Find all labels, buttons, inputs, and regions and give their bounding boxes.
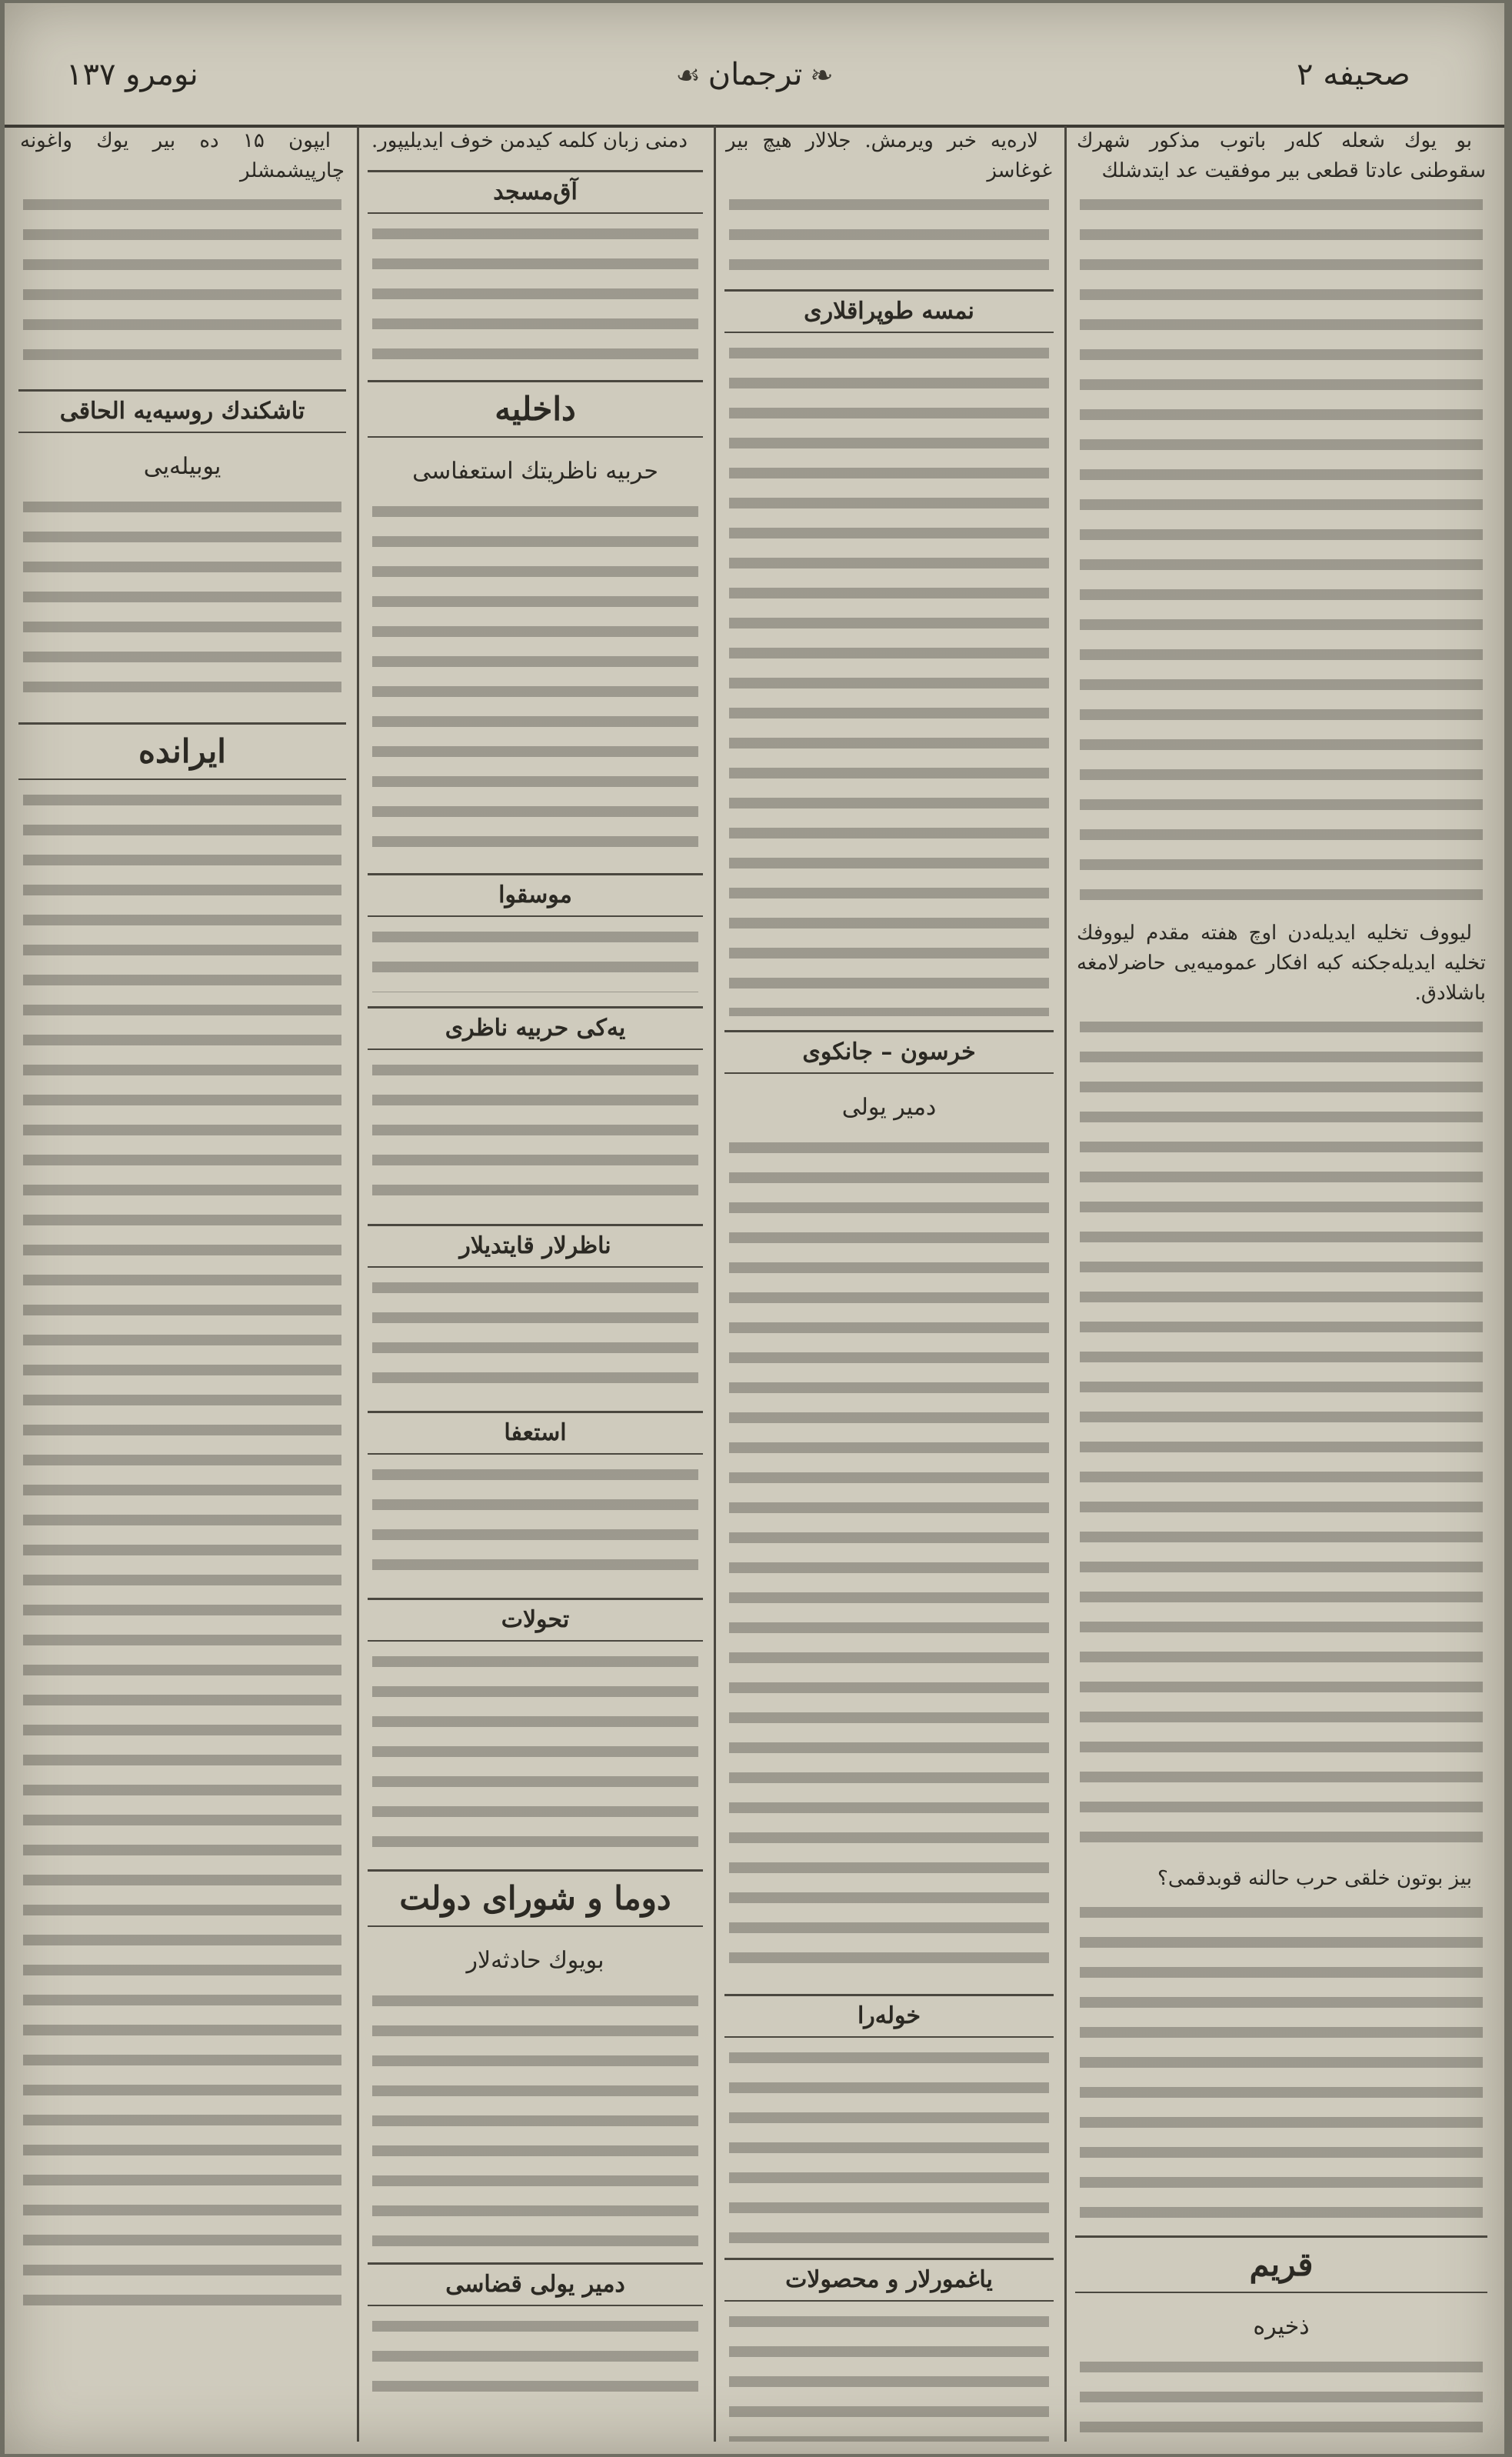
column-lead: بو یوك شعله کله‌ر باتوب مذکور شهرك سقوطنی عادتا قطعی بیر موفقیت عد ایتدشلك	[1077, 129, 1486, 182]
section-subheading: یوبیله‌یی	[143, 453, 221, 480]
section-heading: یه‌کی حربیه ناظری	[368, 1006, 703, 1050]
section-heading: دمیر یولی قضاسی	[368, 2262, 703, 2306]
column-3	[361, 126, 709, 2442]
column-1	[1069, 126, 1494, 2442]
section-heading: آق‌مسجد	[368, 170, 703, 214]
section-heading: خرسون – جانکوی	[724, 1030, 1054, 1074]
text-block	[729, 191, 1049, 275]
newspaper-title	[604, 57, 904, 92]
text-block	[372, 2312, 698, 2405]
newspaper-page	[5, 3, 1504, 2454]
text-block	[372, 1987, 698, 2249]
section-heading: تحولات	[368, 1598, 703, 1642]
column-lead: لاره‌یه خبر ویرمش. جلالار هیچ بیر غوغاسز	[726, 129, 1052, 182]
column-lead: ایپون ۱۵ ده بیر یوك واغونه چارپیشمشلر	[20, 129, 345, 182]
section-heading: دوما و شورای دولت	[368, 1869, 703, 1927]
newspaper-title-text: ترجمان	[708, 57, 803, 92]
column-rule	[714, 126, 716, 2442]
section-heading: داخلیه	[368, 380, 703, 438]
section-subheading: بویوك حادثه‌لار	[466, 1947, 604, 1974]
paragraph: لیووف تخلیه ایدیله‌دن اوچ هفته مقدم لیووفك تخلیه ایدیله‌جکنه کبه افکار عمومیه‌یی حاضرلامغه باشلادق.	[1077, 922, 1486, 1005]
text-block	[372, 1056, 698, 1210]
section-heading: ایرانده	[18, 722, 346, 780]
section-heading: ناظرلار قایتدیلار	[368, 1224, 703, 1268]
text-block	[23, 191, 341, 375]
section-subheading: ذخیره	[1253, 2313, 1310, 2340]
text-block	[1080, 191, 1483, 914]
text-block	[729, 2308, 1049, 2442]
section-heading: تاشکندك روسیه‌یه الحاقی	[18, 389, 346, 433]
section-heading: استعفا	[368, 1411, 703, 1455]
text-block	[1080, 1013, 1483, 1859]
text-block	[729, 339, 1049, 1016]
text-block	[23, 493, 341, 708]
ornament-icon: ☙	[675, 60, 701, 92]
text-block	[729, 1134, 1049, 1980]
section-heading: یاغمورلار و محصولات	[724, 2258, 1054, 2302]
text-block	[1080, 1899, 1483, 2222]
issue-number: نومرو ۱۳۷	[66, 57, 198, 92]
column-2	[718, 126, 1060, 2442]
text-block	[729, 2044, 1049, 2244]
ornament-icon: ❧	[810, 60, 834, 92]
section-subheading: حربیه ناظریتك استعفاسی	[412, 458, 658, 485]
section-heading: نمسه طوپراقلاری	[724, 289, 1054, 333]
section-heading: قریم	[1075, 2235, 1487, 2293]
column-rule	[1064, 126, 1067, 2442]
column-lead: دمنی زبان کلمه کیدمن خوف ایدیلیپور.	[371, 129, 688, 152]
text-block	[372, 220, 698, 366]
masthead	[5, 3, 1504, 128]
text-block	[372, 1274, 698, 1397]
paragraph: بیز بوتون خلقی حرب حالنه قوبدقمی؟	[1157, 1867, 1472, 1890]
column-4	[12, 126, 352, 2442]
text-block	[372, 1461, 698, 1584]
text-block	[372, 498, 698, 859]
text-block	[23, 786, 341, 2325]
column-rule	[357, 126, 359, 2442]
text-block	[372, 1648, 698, 1855]
text-block	[1080, 2353, 1483, 2442]
text-block	[372, 923, 698, 992]
section-subheading: دمیر یولی	[841, 1094, 937, 1121]
page-number: صحیفه ۲	[1297, 57, 1410, 92]
section-heading: موسقوا	[368, 873, 703, 917]
section-heading: خوله‌را	[724, 1994, 1054, 2038]
